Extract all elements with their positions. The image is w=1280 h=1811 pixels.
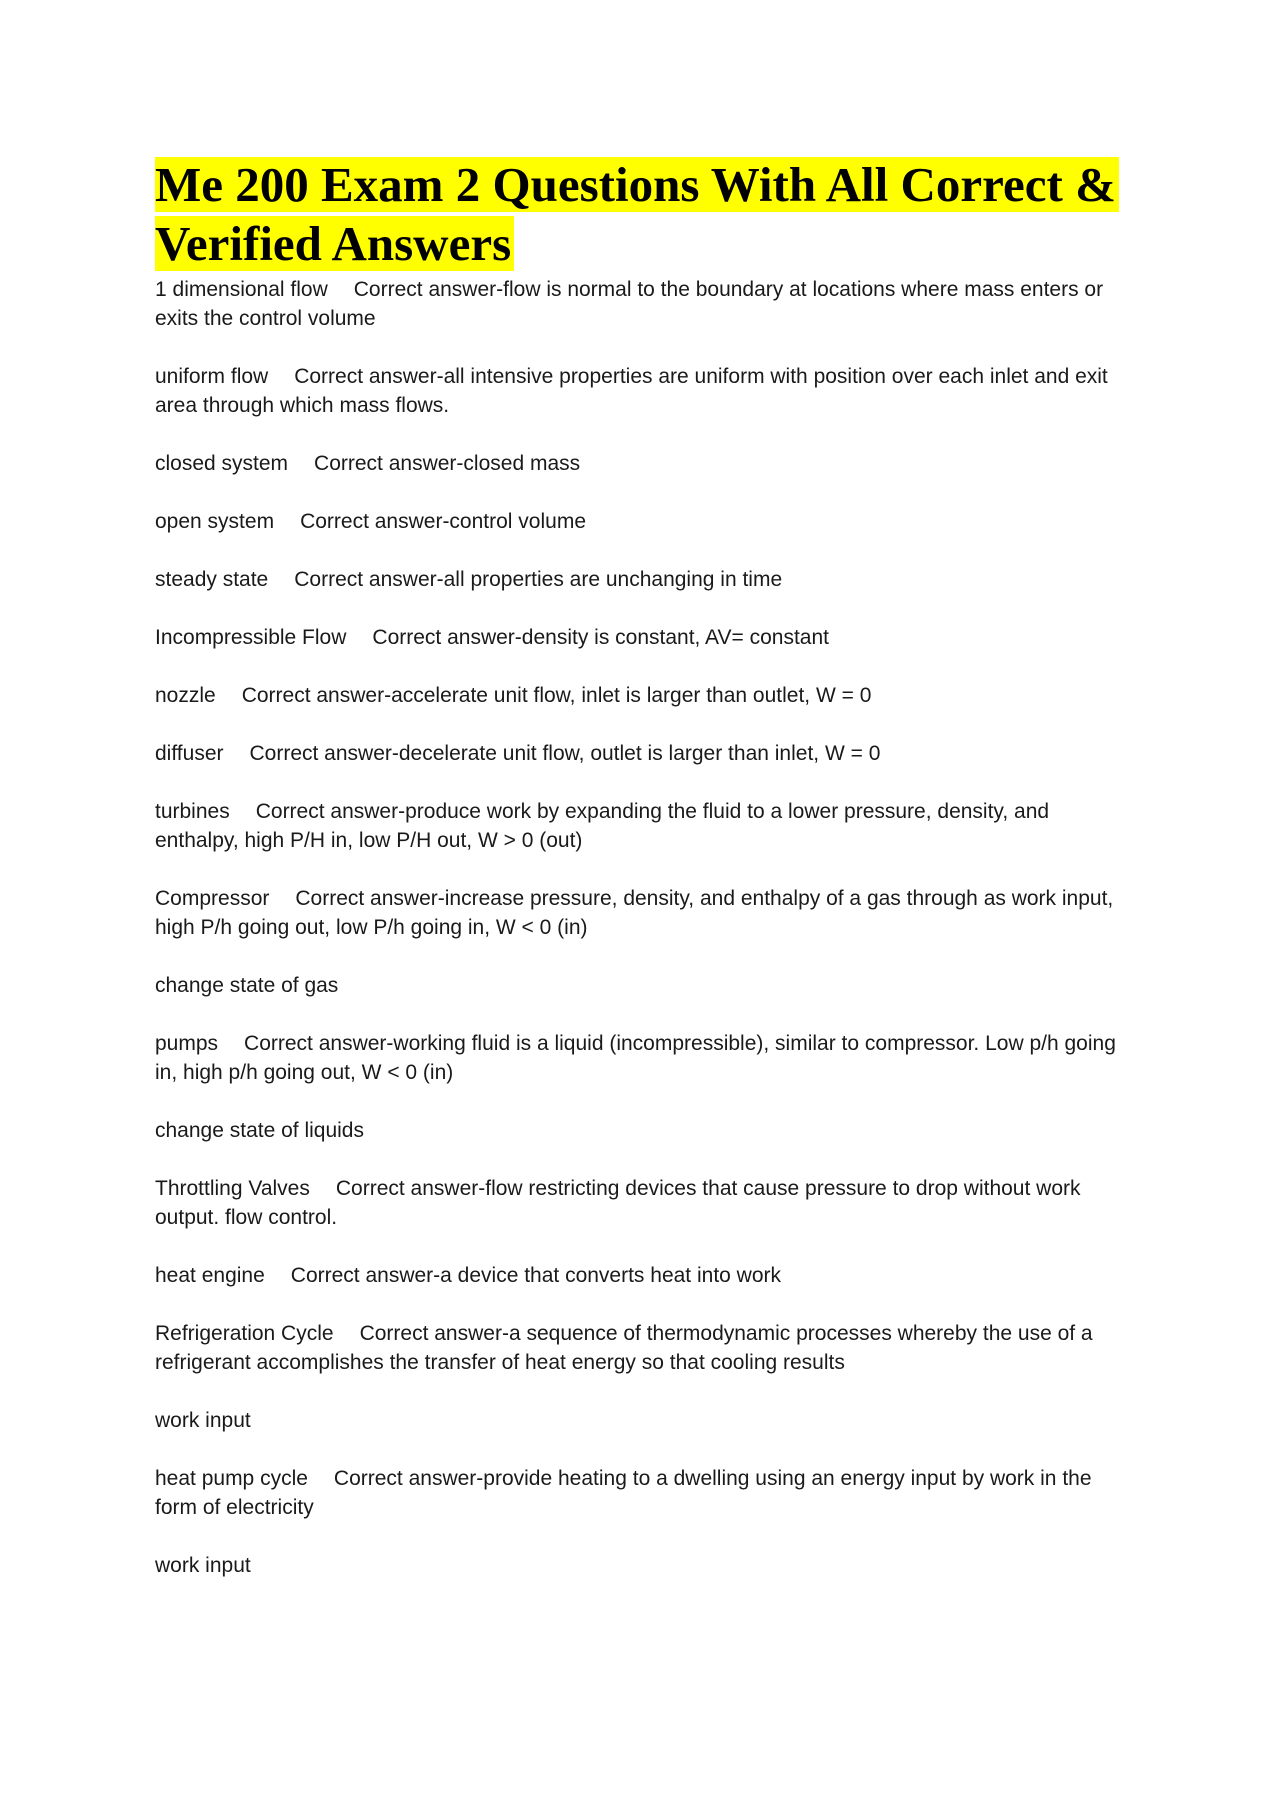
qa-entry: [155, 971, 1130, 1000]
qa-term: Incompressible Flow: [155, 626, 347, 649]
qa-answer: Correct answer-accelerate unit flow, inlet is larger than outlet, W = 0: [241, 684, 872, 707]
qa-term: change state of gas: [155, 974, 339, 997]
qa-entry: [155, 1261, 1130, 1290]
qa-answer: Correct answer-flow restricting devices that cause pressure to drop without work output. flow control.: [155, 1177, 1081, 1229]
qa-entry: [155, 797, 1130, 855]
document-page: [155, 155, 1130, 1609]
qa-answer: Correct answer-decelerate unit flow, outlet is larger than inlet, W = 0: [249, 742, 881, 765]
qa-term: Compressor: [155, 887, 270, 910]
qa-term: work input: [155, 1409, 251, 1432]
qa-answer: Correct answer-a device that converts heat into work: [290, 1264, 781, 1287]
qa-term: diffuser: [155, 742, 224, 765]
qa-term: Throttling Valves: [155, 1177, 310, 1200]
qa-entry: [155, 565, 1130, 594]
document-title: [155, 155, 1130, 273]
qa-term: 1 dimensional flow: [155, 278, 328, 301]
qa-term: open system: [155, 510, 275, 533]
qa-term: work input: [155, 1554, 251, 1577]
qa-term: steady state: [155, 568, 269, 591]
qa-term: pumps: [155, 1032, 219, 1055]
qa-answer: Correct answer-a sequence of thermodynamic processes whereby the use of a refrigerant accomplishes the transfer of heat energy so that cooling results: [155, 1322, 1093, 1374]
qa-entry: [155, 1406, 1130, 1435]
qa-entry: [155, 275, 1130, 333]
qa-answer: Correct answer-increase pressure, density, and enthalpy of a gas through as work input, high P/h going out, low P/h going in, W < 0 (in): [155, 887, 1114, 939]
qa-answer: Correct answer-control volume: [300, 510, 586, 533]
qa-term: uniform flow: [155, 365, 269, 388]
qa-answer: Correct answer-all properties are unchanging in time: [294, 568, 783, 591]
qa-entry: [155, 739, 1130, 768]
qa-entry: [155, 449, 1130, 478]
qa-answer: Correct answer-provide heating to a dwelling using an energy input by work in the form of electricity: [155, 1467, 1092, 1519]
qa-term: Refrigeration Cycle: [155, 1322, 334, 1345]
qa-answer: Correct answer-flow is normal to the boundary at locations where mass enters or exits the control volume: [155, 278, 1104, 330]
title-highlight: Me 200 Exam 2 Questions With All Correct & Verified Answers: [155, 157, 1119, 271]
qa-answer: Correct answer-produce work by expanding the fluid to a lower pressure, density, and enthalpy, high P/H in, low P/H out, W > 0 (out): [155, 800, 1050, 852]
qa-list: [155, 275, 1130, 1580]
qa-answer: Correct answer-density is constant, AV= constant: [372, 626, 829, 649]
qa-term: closed system: [155, 452, 289, 475]
qa-answer: Correct answer-working fluid is a liquid (incompressible), similar to compressor. Low p/h going in, high p/h going out, W < 0 (in): [155, 1032, 1116, 1084]
qa-answer: Correct answer-closed mass: [314, 452, 581, 475]
qa-entry: [155, 1319, 1130, 1377]
qa-entry: [155, 1029, 1130, 1087]
qa-term: turbines: [155, 800, 230, 823]
qa-entry: [155, 884, 1130, 942]
qa-term: heat engine: [155, 1264, 265, 1287]
qa-entry: [155, 1116, 1130, 1145]
qa-entry: [155, 681, 1130, 710]
qa-entry: [155, 1174, 1130, 1232]
qa-entry: [155, 1464, 1130, 1522]
qa-entry: [155, 623, 1130, 652]
qa-term: heat pump cycle: [155, 1467, 308, 1490]
qa-entry: [155, 507, 1130, 536]
qa-entry: [155, 362, 1130, 420]
qa-term: change state of liquids: [155, 1119, 364, 1142]
qa-answer: Correct answer-all intensive properties are uniform with position over each inlet and exit area through which mass flows.: [155, 365, 1108, 417]
qa-term: nozzle: [155, 684, 216, 707]
qa-entry: [155, 1551, 1130, 1580]
